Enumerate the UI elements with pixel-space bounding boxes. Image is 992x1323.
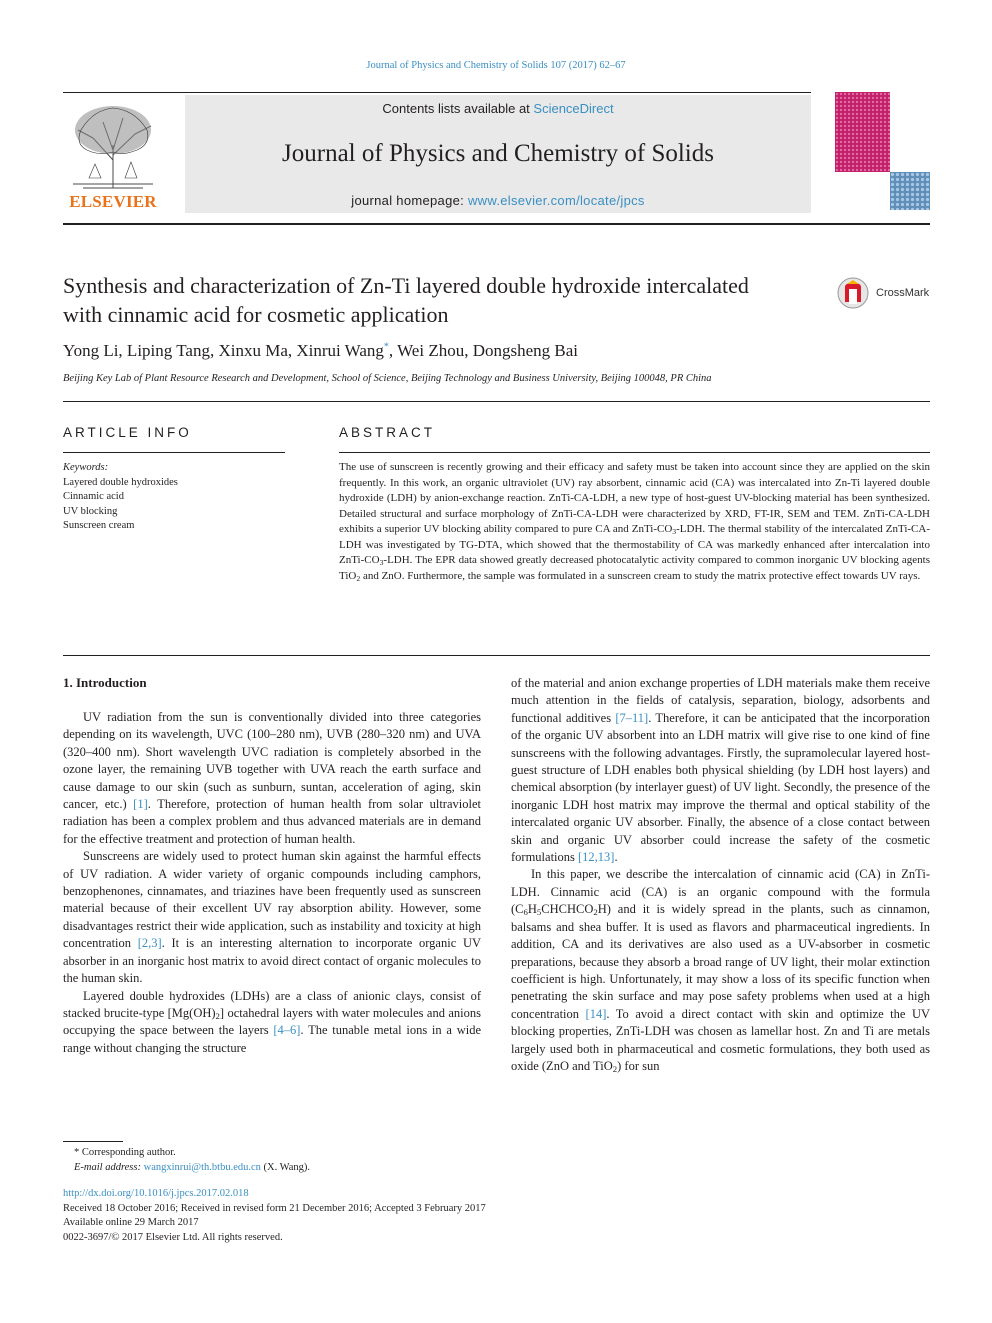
text-run: . [614, 850, 618, 865]
footnote-divider [63, 1141, 123, 1142]
journal-citation-link[interactable]: Journal of Physics and Chemistry of Solids 107 (2017) 62–67 [366, 60, 626, 71]
reference-link[interactable]: [14] [585, 1006, 607, 1021]
header-divider [63, 223, 930, 225]
sciencedirect-link[interactable]: ScienceDirect [533, 101, 614, 116]
homepage-prefix: journal homepage: [351, 193, 468, 208]
text-run: Layered double hydroxides (LDHs) are a class of anionic clays, consist of stacked brucite-type [Mg(OH) [63, 988, 481, 1020]
reference-link[interactable]: [4–6] [273, 1023, 301, 1038]
body-column-right [511, 675, 930, 1075]
text-run: . Therefore, it can be anticipated that the incorporation of the organic UV absorbent into an LDH matrix will give rise to one kind of fine sunscreens with the following advantages. Firstly, the supramolecular layered host-guest structure of LDH enables both physical shielding (by LDH host layers) and chemical absorption (by interlayer guest) of UV light. Secondly, the presence of the inorganic LDH host matrix may improve the thermal and optical stability of the intercalated organic UV absorber. Finally, the absence of a close contact between skin and organic UV absorber could increase the safety of the cosmetic formulations [511, 710, 930, 865]
abstract-bottom-divider [63, 655, 930, 656]
email-label: E-mail address: [74, 1161, 144, 1173]
text-run: H [527, 902, 537, 917]
text-run: of the material and anion exchange properties of LDH materials make them receive much attention in the fields of catalysis, separation, biology, adsorbents and functional additives [511, 676, 930, 725]
footnote-mark: * [74, 1147, 80, 1158]
author-affiliation: Beijing Key Lab of Plant Resource Research and Development, School of Science, Beijing Technology and Business University, Beijing 100048, PR China [63, 373, 712, 384]
article-info-divider [63, 452, 285, 453]
doi-link[interactable]: http://dx.doi.org/10.1016/j.jpcs.2017.02.018 [63, 1188, 249, 1199]
text-run: . The tunable metal ions in a wide range without changing the structure [63, 1023, 481, 1055]
keyword-item: UV blocking [63, 505, 118, 517]
copyright: 0022-3697/© 2017 Elsevier Ltd. All rights reserved. [63, 1231, 283, 1243]
text-run: . Therefore, protection of human health from solar ultraviolet radiation has been a complex problem and thus advanced materials are in demand for the effective treatment and protection of human health. [63, 797, 481, 846]
paragraph [511, 866, 930, 1075]
abstract-part: and ZnO. Furthermore, the sample was formulated in a sunscreen cream to study the matrix protective effect towards UV rays. [360, 569, 921, 582]
top-divider [63, 92, 811, 93]
subscript: 5 [536, 907, 542, 918]
footnote-text: Corresponding author. [79, 1147, 176, 1158]
email-note [63, 1161, 310, 1176]
received-dates: Received 18 October 2016; Received in revised form 21 December 2016; Accepted 3 February 2017 [63, 1202, 486, 1214]
crossmark-label[interactable]: CrossMark [876, 287, 930, 299]
abstract-part: -LDH. The thermal stability of the intercalated ZnTi-CA-LDH was investigated by TG-DTA, which showed that the thermostability of CA was markedly enhanced after intercalation into ZnTi-CO [339, 523, 930, 566]
corresponding-author-mark[interactable]: * [383, 341, 389, 353]
contents-line [185, 101, 811, 116]
corresponding-author-note [63, 1146, 310, 1161]
email-suffix: (X. Wang). [260, 1161, 311, 1173]
contents-prefix: Contents lists available at [382, 101, 534, 116]
keyword-item: Sunscreen cream [63, 520, 135, 531]
keyword-item: Cinnamic acid [63, 491, 124, 502]
reference-link[interactable]: [2,3] [137, 936, 162, 951]
article-info-heading: ARTICLE INFO [63, 425, 192, 440]
footnote [63, 1146, 310, 1175]
elsevier-wordmark: ELSEVIER [69, 192, 157, 211]
text-run: . It is an interesting alternation to incorporate organic UV absorber in an inorganic host matrix to avoid direct contact of organic molecules to the human skin. [63, 936, 482, 986]
subscript: 2 [215, 1011, 220, 1022]
text-run: . To avoid a direct contact with skin and optimize the UV blocking properties, ZnTi-LDH was chosen as lamellar host. Zn and Ti are metals largely used both in pharmaceutical and cosmetic formulations, they both used as oxide (ZnO and TiO [511, 1006, 930, 1073]
author-list [63, 341, 578, 361]
keywords-label: Keywords: [63, 462, 109, 473]
email-link[interactable]: wangxinrui@th.btbu.edu.cn [143, 1161, 261, 1173]
body-column-left [63, 709, 481, 1057]
journal-homepage-line [185, 193, 811, 208]
online-date: Available online 29 March 2017 [63, 1217, 199, 1228]
reference-link[interactable]: [7–11] [615, 710, 649, 725]
keywords-block [63, 461, 178, 534]
paragraph [511, 675, 930, 866]
abstract-divider [339, 452, 930, 453]
subscript: 2 [612, 1064, 618, 1075]
text-run: ) for sun [617, 1058, 660, 1073]
text-run: Sunscreens are widely used to protect human skin against the harmful effects of UV radiation. A wider variety of organic compounds including camphors, benzophenones, cinnamates, and triazines have been frequently used as sunscreen material because of their excellent UV ray absorption ability. However, some disadvantages restrict their wide application, such as instability and toxicity at high concentration [63, 849, 481, 951]
homepage-link[interactable]: www.elsevier.com/locate/jpcs [467, 193, 645, 208]
subscript: 2 [593, 907, 598, 918]
paragraph [63, 988, 481, 1058]
paragraph [63, 709, 481, 848]
affiliation-divider [63, 401, 930, 402]
text-run: H) and it is widely spread in the plants, such as cinnamon, balsams and shea buffer. It is used as flavors and pharmaceutical ingredients. In addition, CA and its derivatives are also used as a UV-absorber in cosmetic preparations, because they absorb a broad range of UV light, their molar extinction coefficient is high. Unfortunately, it may show a loss of its specific function when penetrating the skin surface and may pose safety problems when used at a high concentration [511, 902, 930, 1021]
paragraph [63, 848, 481, 987]
subscript: 6 [523, 907, 528, 918]
journal-name: Journal of Physics and Chemistry of Solids [282, 140, 714, 167]
abstract-heading: ABSTRACT [339, 425, 436, 440]
subscript: 2 [356, 573, 361, 583]
authors-after: , Wei Zhou, Dongsheng Bai [388, 341, 578, 360]
reference-link[interactable]: [12,13] [578, 850, 615, 865]
section-heading-introduction: 1. Introduction [63, 675, 147, 690]
text-run: ] octahedral layers with water molecules and anions occupying the space between the layers [63, 1005, 481, 1038]
keyword-item: Layered double hydroxides [63, 476, 178, 488]
abstract-text [339, 460, 930, 584]
crossmark-icon[interactable] [836, 276, 872, 310]
authors-before: Yong Li, Liping Tang, Xinxu Ma, Xinrui Wang [63, 341, 384, 360]
text-run: In this paper, we describe the intercalation of cinnamic acid (CA) in ZnTi-LDH. Cinnamic acid (CA) is an organic compound with the formula (C [511, 867, 930, 917]
abstract-part: The use of sunscreen is recently growing and their efficacy and safety must be taken into account since they are applied on the skin frequently. In this work, an organic ultraviolet (UV) ray absorbent, cinnamic acid (CA) was intercalated into Zn-Ti layered double hydroxide (LDH) by anion-exchange reaction. ZnTi-CA-LDH, a new type of host-guest UV-blocking material has been synthesized. Detailed structural and surface morphology of ZnTi-CA-LDH were characterized by XRD, FT-IR, SEM and TEM. ZnTi-CA-LDH exhibits a superior UV blocking ability compared to pure CA and ZnTi-CO [339, 461, 930, 535]
article-footer [63, 1187, 486, 1245]
article-title: Synthesis and characterization of Zn-Ti layered double hydroxide intercalated with cinnamic acid for cosmetic application [63, 273, 749, 327]
text-run: CHCHCO [541, 902, 594, 917]
text-run: UV radiation from the sun is conventionally divided into three categories depending on its wavelength, UVC (100–280 nm), UVB (280–320 nm) and UVA (320–400 nm). Short wavelength UVC radiation is completely absorbed in the ozone layer, the remaining UVB together with UVA reach the earth surface and cause damage to our skin (such as sunburn, suntan, acceleration of aging, skin cancer, etc.) [63, 710, 481, 812]
reference-link[interactable]: [1] [133, 797, 148, 812]
subscript: 3 [672, 526, 677, 536]
subscript: 3 [379, 557, 384, 567]
journal-cover-image [835, 92, 930, 210]
abstract-part: -LDH. The EPR data showed greatly decreased photocatalytic activity compared to common inorganic UV blocking agents TiO [339, 554, 930, 582]
